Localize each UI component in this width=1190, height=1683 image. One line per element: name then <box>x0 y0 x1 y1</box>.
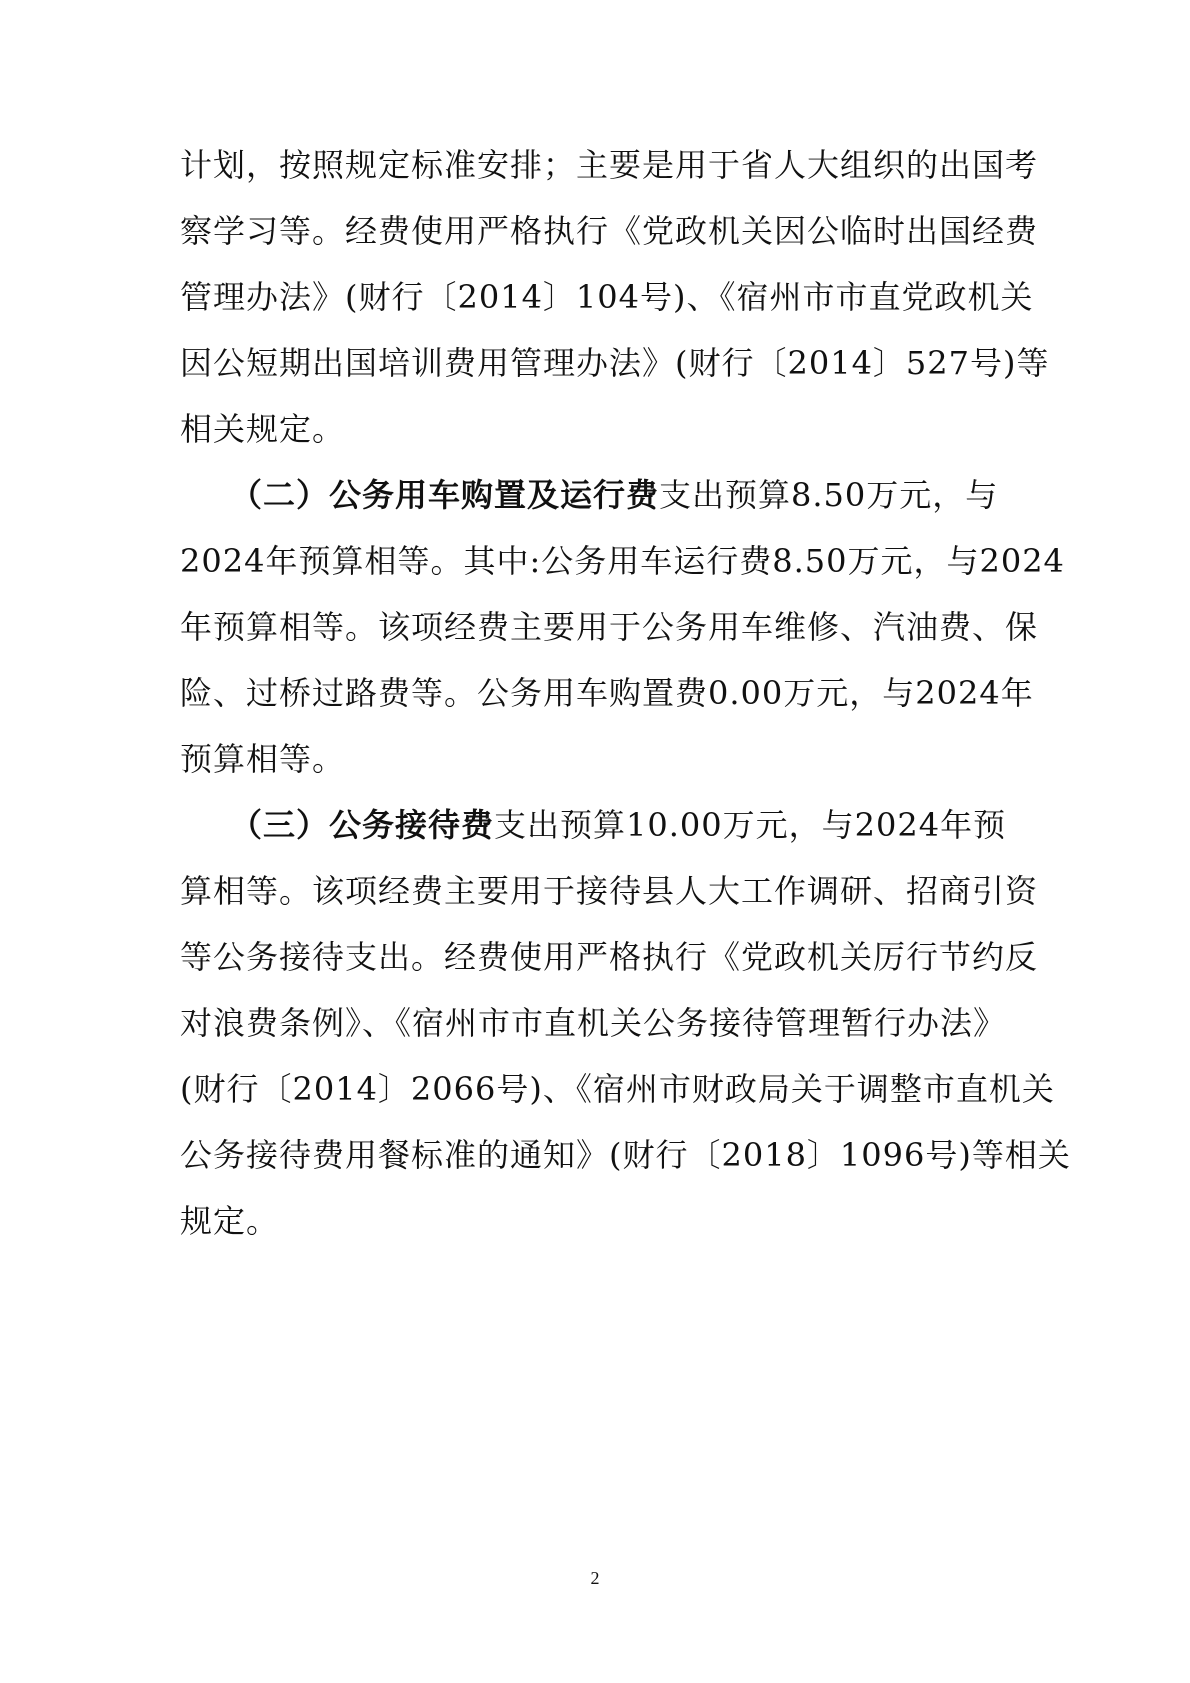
section-heading: （二）公务用车购置及运行费 <box>230 476 660 514</box>
text-line: 因公短期出国培训费用管理办法》(财行〔2014〕527号)等 <box>180 344 1050 382</box>
text-line: 预算相等。 <box>180 740 346 778</box>
text-span: 支出预算8.50万元，与 <box>659 476 999 514</box>
text-line: 计划，按照规定标准安排；主要是用于省人大组织的出国考 <box>180 146 1039 184</box>
text-line: 等公务接待支出。经费使用严格执行《党政机关厉行节约反 <box>180 938 1039 976</box>
text-line: 年预算相等。该项经费主要用于公务用车维修、汽油费、保 <box>180 608 1039 646</box>
text-line: 对浪费条例》、《宿州市市直机关公务接待管理暂行办法》 <box>180 1004 1007 1042</box>
text-line: 险、过桥过路费等。公务用车购置费0.00万元，与2024年 <box>180 674 1034 712</box>
page-number: 2 <box>590 1568 600 1588</box>
text-line: 察学习等。经费使用严格执行《党政机关因公临时出国经费 <box>180 212 1039 250</box>
text-line: 公务接待费用餐标准的通知》(财行〔2018〕1096号)等相关 <box>180 1136 1071 1174</box>
section-heading: （三）公务接待费 <box>230 806 495 844</box>
text-line: (财行〔2014〕2066号)、《宿州市财政局关于调整市直机关 <box>180 1070 1055 1108</box>
text-line: 算相等。该项经费主要用于接待县人大工作调研、招商引资 <box>180 872 1039 910</box>
text-line: 2024年预算相等。其中:公务用车运行费8.50万元，与2024 <box>180 542 1065 580</box>
text-line: 规定。 <box>180 1202 280 1240</box>
text-line: 管理办法》(财行〔2014〕104号)、《宿州市市直党政机关 <box>180 278 1034 316</box>
text-line: 相关规定。 <box>180 410 346 448</box>
text-line <box>230 470 1014 520</box>
text-span: 支出预算10.00万元，与2024年预 <box>494 806 1007 844</box>
text-line <box>230 800 1014 850</box>
